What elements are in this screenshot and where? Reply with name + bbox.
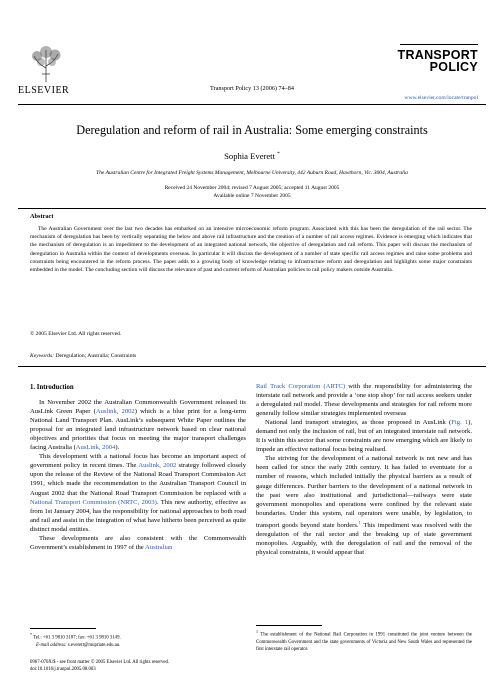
abstract-copyright: © 2005 Elsevier Ltd. All rights reserved. (30, 331, 122, 337)
footnote-1-text: The establishment of the National Rail Corporation in 1991 constituted the joint venture between the Commonwealth Government and the state governments of Victoria and New South Wales and represented the first interstate rail operator. (256, 632, 472, 652)
contact-phone-fax: Tel.: +61 3 9810 3187; fax: +61 3 9810 3149. (33, 635, 121, 641)
footnote-mark: * (30, 632, 32, 637)
section-heading-introduction: 1. Introduction (30, 384, 74, 391)
abstract-bottom-divider (18, 366, 486, 367)
footnote-ref-1[interactable]: 1 (358, 519, 361, 525)
doi-line[interactable]: doi:10.1016/j.tranpol.2005.08.003 (30, 667, 96, 673)
author-line (0, 151, 504, 161)
footnote-divider-right (256, 625, 322, 626)
citation-link[interactable]: National Transport Commission (NRTC, 2003) (30, 498, 157, 506)
email-address[interactable]: s.everett@mupriate.edu.au. (67, 642, 121, 648)
corresponding-author-footnote (30, 631, 246, 649)
article-title: Deregulation and reform of rail in Australia: Some emerging constraints (76, 123, 428, 137)
online-date: Available online 7 November 2005 (213, 193, 291, 200)
abstract-heading: Abstract (30, 213, 54, 220)
keywords-label: Keywords: (30, 353, 55, 359)
abstract-text: The Australian Government over the last two decades has embarked on an intensive microeconomic reform program. Associated with this has been the deregulation of the rail sector. The mechanism of deregulation has been by vertically separating the below and above rail infrastructure and the creation of a number of rail access regimes. Evidence is emerging which indicates that the mechanism of deregulation is an impediment to the development of an integrated national network, the objective of deregulation and rail reform. This paper will discuss the mechanism of deregulation in Australia within the context of developments overseas. In particular it will discuss the development of a number of state specific rail access regimes and raise some problems and constraints being encountered in the reform process. The paper adds to a growing body of knowledge relating to infrastructure reform and deregulation and highlights some major constraints embedded in the model. The concluding section will discuss the relevance of past and current reform of Australian policies to rail policy makers outside Australia. (30, 226, 472, 274)
journal-logo (398, 49, 478, 73)
footnote-mark: 1 (256, 629, 258, 634)
citation-link[interactable]: Rail Track Corporation (ARTC) (256, 383, 346, 390)
journal-logo-line1: TRANSPORT (397, 48, 478, 62)
corresponding-author-mark[interactable]: * (277, 151, 280, 158)
author-affiliation: The Australian Centre for Integrated Freight Systems Management, Melbourne University, 442 Auburn Road, Hawthorn, Vic. 3004, Australia (96, 170, 408, 176)
paragraph: These developments are also consistent with the Commonwealth Government’s establishment in 1997 of the Australian (30, 534, 246, 551)
paragraph: In November 2002 the Australian Commonwealth Government released its AusLink Green Paper (Auslink, 2002) which is a blue print for a long-term National Land Transport Plan. AusLink’s subsequent White Paper outlines the proposal for an integrated land infrastructure network based on clear national objectives and priorities that focus on meeting the major transport challenges facing Australia (AusLink, 2004). (30, 399, 246, 452)
paragraph: The striving for the development of a national network is not new and has been called for since the early 20th century. It has failed to eventuate for a number of reasons, which included initially the physical barriers as a result of gauge differences. Further barriers to the development of a national network in the past were also institutional and jurisdictional—railways were state government monopolies and operations were confined by the relevant state boundaries. Under this system, rail operators were unable, by legislation, to transport goods beyond state borders.$^1$ This impediment was resolved with the deregulation of the rail sector and the breaking up of state government monopolies. Arguably, with the deregulation of rail and the removal of the physical constraints, it would appear that (256, 455, 472, 557)
header-divider (18, 104, 486, 105)
email-label: E-mail address: (36, 642, 67, 648)
issn-doi-block (30, 659, 246, 673)
citation-link[interactable]: AusLink, 2004 (75, 444, 116, 452)
footnote-1 (256, 628, 472, 653)
journal-citation: Transport Policy 13 (2006) 74–84 (210, 85, 294, 92)
abstract-top-divider (18, 208, 486, 209)
citation-link[interactable]: Auslink, 2002 (138, 462, 177, 470)
journal-url-link[interactable]: www.elsevier.com/locate/tranpol (404, 95, 478, 101)
paragraph: This development with a national focus has become an important aspect of government policy in recent times. The Auslink, 2002 strategy followed closely upon the release of the Review of the National Road Transport Commission Act 1991, which made the recommendation to the Australian Transport Council in August 2002 that the National Road Transport Commission be replaced with a National Transport Commission (NRTC, 2003). This new authority, effective as from 1st January 2004, has the responsibility for national approaches to both road and rail and assist in the integration of what have hitherto been perceived as quite distinct modal entities. (30, 453, 247, 533)
journal-logo-line2: POLICY (429, 60, 478, 74)
paragraph: Rail Track Corporation (ARTC) with the responsibility for administering the interstate rail network and provide a ‘one stop shop’ for rail access seekers under a deregulated rail model. These developments and strategies for rail reform more generally follow similar strategies implemented overseas (256, 383, 472, 418)
figure-link[interactable]: Fig. 1 (451, 419, 469, 427)
footnote-divider-left (30, 628, 96, 629)
citation-link[interactable]: Australian (145, 543, 173, 551)
author-name: Sophia Everett (224, 151, 275, 161)
citation-link[interactable]: Auslink, 2002 (95, 408, 135, 416)
elsevier-tree-logo (28, 44, 64, 84)
publisher-name: ELSEVIER (18, 85, 70, 96)
body-column-right (256, 382, 472, 557)
journal-logo-rule (400, 44, 478, 45)
keywords-list: Deregulation; Australia; Constraints (55, 353, 137, 359)
received-dates: Received 24 November 2004; revised 7 August 2005; accepted 11 August 2005 (164, 185, 340, 191)
article-dates (0, 184, 504, 200)
paragraph: National land transport strategies, as those proposed in AusLink (Fig. 1), demand not only the inclusion of rail, but of an integrated interstate rail network. It is within this sector that some constraints are now emerging which are likely to impede an effective national focus being realised. (256, 419, 472, 454)
body-column-left (30, 383, 246, 552)
keywords-line (30, 353, 136, 359)
issn-line: 0967-070X/$ - see front matter © 2005 Elsevier Ltd. All rights reserved. (30, 660, 170, 665)
